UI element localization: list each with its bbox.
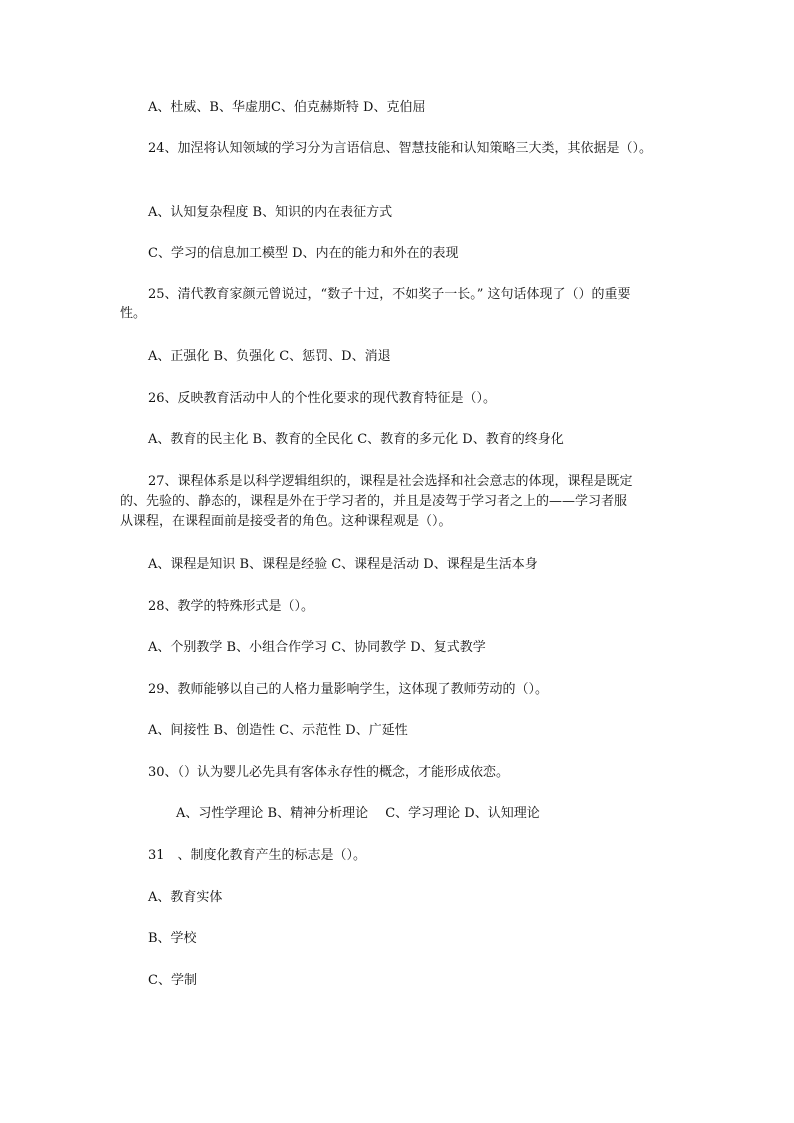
q28-options: A、个别教学 B、小组合作学习 C、协同教学 D、复式教学 <box>148 640 486 655</box>
q27-stem-line2: 的、先验的、静态的，课程是外在于学习者的，并且是凌驾于学习者之上的——学习者服 <box>120 494 628 509</box>
q30-options: A、习性学理论 B、精神分析理论 C、学习理论 D、认知理论 <box>176 806 540 821</box>
q31-option-b: B、学校 <box>148 931 197 946</box>
q31-option-a: A、教育实体 <box>148 890 223 905</box>
q26-options: A、教育的民主化 B、教育的全民化 C、教育的多元化 D、教育的终身化 <box>148 432 564 447</box>
q25-options: A、正强化 B、负强化 C、惩罚、D、消退 <box>148 349 391 364</box>
q30-stem: 30、（）认为婴儿必先具有客体永存性的概念，才能形成依恋。 <box>148 765 510 780</box>
q26-stem: 26、反映教育活动中人的个性化要求的现代教育特征是（）。 <box>148 391 497 406</box>
q25-stem-line2: 性。 <box>120 306 147 321</box>
q24-options-line1: A、认知复杂程度 B、知识的内在表征方式 <box>148 205 393 220</box>
q31-stem: 31 、制度化教育产生的标志是（）。 <box>148 848 367 863</box>
q27-stem-line1: 27、课程体系是以科学逻辑组织的，课程是社会选择和社会意志的体现，课程是既定 <box>148 474 633 489</box>
q29-options: A、间接性 B、创造性 C、示范性 D、广延性 <box>148 723 408 738</box>
q27-options: A、课程是知识 B、课程是经验 C、课程是活动 D、课程是生活本身 <box>148 557 538 572</box>
q24-stem: 24、加涅将认知领域的学习分为言语信息、智慧技能和认知策略三大类，其依据是（）。 <box>148 141 653 156</box>
q31-option-c: C、学制 <box>148 973 197 988</box>
q24-options-line2: C、学习的信息加工模型 D、内在的能力和外在的表现 <box>148 246 459 261</box>
q23-options: A、杜威、B、华虚朋C、伯克赫斯特 D、克伯屈 <box>148 100 426 115</box>
q28-stem: 28、教学的特殊形式是（）。 <box>148 599 315 614</box>
q29-stem: 29、教师能够以自己的人格力量影响学生，这体现了教师劳动的（）。 <box>148 682 549 697</box>
q25-stem-line1: 25、清代教育家颜元曾说过，“数子十过，不如奖子一长。” 这句话体现了（）的重要 <box>148 287 631 302</box>
q27-stem-line3: 从课程，在课程面前是接受者的角色。这种课程观是（）。 <box>120 514 452 529</box>
